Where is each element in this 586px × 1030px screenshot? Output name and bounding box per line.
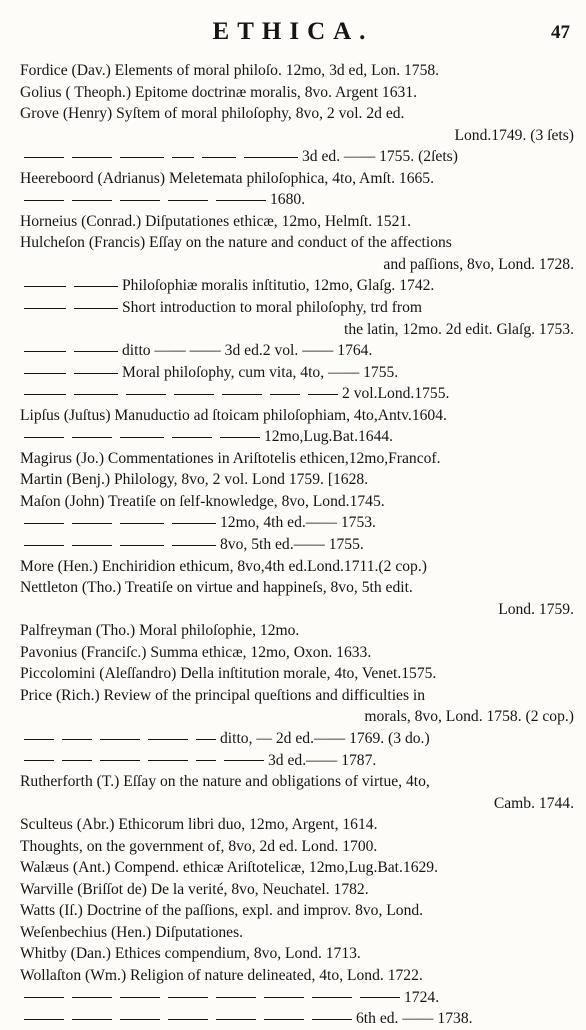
ditto-rule	[148, 760, 188, 761]
ditto-rule	[360, 997, 400, 998]
catalogue-entry-line	[20, 836, 574, 858]
ditto-rule	[222, 394, 262, 395]
ditto-rule	[168, 997, 208, 998]
ditto-rule	[24, 351, 66, 352]
ditto-entry-line	[20, 383, 574, 405]
ditto-rule	[24, 997, 64, 998]
ditto-entry-line	[20, 189, 574, 211]
ditto-rule	[308, 394, 338, 395]
catalogue-entry-line	[20, 405, 574, 427]
ditto-rule	[62, 739, 92, 740]
ditto-entry-line	[20, 275, 574, 297]
entry-text: Pavonius (Franciſc.) Summa ethicæ, 12mo, Oxon. 1633.	[20, 643, 372, 661]
catalogue-entry-line	[20, 965, 574, 987]
entry-text: 12mo, 4th ed.—— 1753.	[220, 514, 376, 532]
entry-text: Walæus (Ant.) Compend. ethicæ Ariſtotelicæ, 12mo,Lug.Bat.1629.	[20, 859, 438, 877]
ditto-rule	[74, 308, 118, 309]
catalogue-entry-line	[20, 60, 574, 82]
entry-text: Warville (Briſſot de) De la verité, 8vo, Neuchatel. 1782.	[20, 880, 369, 898]
entry-text: Camb. 1744.	[493, 794, 574, 812]
ditto-rule	[72, 157, 112, 158]
ditto-rule	[72, 523, 112, 524]
ditto-entry-line	[20, 426, 574, 448]
entry-text: the latin, 12mo. 2d edit. Glaſg. 1753.	[344, 320, 574, 338]
ditto-rule	[120, 1019, 160, 1020]
entry-text: Hulcheſon (Francis) Eſſay on the nature and conduct of the affections	[20, 234, 452, 252]
entry-text: Heereboord (Adrianus) Meletemata philoſophica, 4to, Amſt. 1665.	[20, 169, 434, 187]
entry-text: Short introduction to moral philoſophy, trd from	[122, 299, 423, 317]
ditto-rule	[172, 523, 216, 524]
entry-text: Watts (Iſ.) Doctrine of the paſſions, expl. and improv. 8vo, Lond.	[20, 902, 424, 920]
entry-text: Price (Rich.) Review of the principal queſtions and difficulties in	[20, 686, 426, 704]
entry-text: Thoughts, on the government of, 8vo, 2d ed. Lond. 1700.	[20, 837, 378, 855]
ditto-rule	[24, 437, 64, 438]
entry-text: Fordice (Dav.) Elements of moral philoſo. 12mo, 3d ed, Lon. 1758.	[20, 62, 440, 79]
entry-text: Palfreyman (Tho.) Moral philoſophie, 12mo.	[20, 622, 300, 640]
ditto-rule	[24, 545, 64, 546]
ditto-rule	[74, 286, 118, 287]
entry-text: Lond. 1759.	[498, 600, 574, 618]
ditto-rule	[168, 200, 208, 201]
ditto-rule	[216, 997, 256, 998]
entry-text: 2 vol.Lond.1755.	[342, 385, 450, 403]
ditto-rule	[220, 437, 260, 438]
ditto-rule	[24, 760, 54, 761]
page-number: 47	[551, 22, 570, 43]
ditto-rule	[120, 523, 164, 524]
entry-text: Philoſophiæ moralis inſtitutio, 12mo, Glaſg. 1742.	[122, 277, 435, 295]
ditto-rule	[224, 760, 264, 761]
ditto-entry-line	[20, 534, 574, 556]
entry-text: 1680.	[270, 191, 306, 209]
ditto-rule	[74, 394, 118, 395]
entry-continuation-line	[20, 793, 574, 815]
page-header	[0, 14, 586, 48]
page-title: ETHICA.	[212, 18, 374, 45]
catalogue-entry-line	[20, 469, 574, 491]
entry-text: Maſon (John) Treatiſe on ſelf-knowledge, 8vo, Lond.1745.	[20, 492, 385, 510]
catalogue-entry-line	[20, 879, 574, 901]
ditto-rule	[24, 739, 54, 740]
ditto-rule	[120, 997, 160, 998]
ditto-entry-line	[20, 340, 574, 362]
ditto-rule	[172, 437, 212, 438]
ditto-rule	[24, 373, 66, 374]
entry-continuation-line	[20, 319, 574, 341]
entry-text: Piccolomini (Aleſſandro) Della inſtitution morale, 4to, Venet.1575.	[20, 665, 437, 683]
entry-continuation-line	[20, 599, 574, 621]
catalogue-entry-line	[20, 556, 574, 578]
ditto-rule	[24, 308, 66, 309]
ditto-rule	[24, 1019, 64, 1020]
ditto-rule	[168, 1019, 208, 1020]
ditto-rule	[24, 200, 64, 201]
entry-text: 8vo, 5th ed.—— 1755.	[220, 536, 364, 554]
ditto-entry-line	[20, 1008, 574, 1030]
entry-text: Whitby (Dan.) Ethices compendium, 8vo, Lond. 1713.	[20, 945, 361, 963]
ditto-rule	[270, 394, 300, 395]
ditto-rule	[312, 1019, 352, 1020]
catalogue-entry-line	[20, 922, 574, 944]
entry-text: Golius ( Theoph.) Epitome doctrinæ moralis, 8vo. Argent 1631.	[20, 83, 418, 101]
catalogue-entry-line	[20, 491, 574, 513]
ditto-rule	[100, 760, 140, 761]
catalogue-entry-line	[20, 211, 574, 233]
ditto-rule	[100, 739, 140, 740]
ditto-rule	[148, 739, 188, 740]
catalogue-entry-line	[20, 642, 574, 664]
entry-text: Martin (Benj.) Philology, 8vo, 2 vol. Lond 1759. [1628.	[20, 471, 369, 489]
entry-continuation-line	[20, 706, 574, 728]
entry-text: 6th ed. —— 1738.	[356, 1010, 473, 1028]
ditto-entry-line	[20, 297, 574, 319]
catalogue-entry-line	[20, 82, 574, 104]
entry-text: 3d ed. —— 1755. (2ſets)	[302, 148, 458, 166]
ditto-rule	[126, 394, 166, 395]
ditto-rule	[196, 760, 216, 761]
ditto-rule	[216, 1019, 256, 1020]
ditto-rule	[202, 157, 236, 158]
ditto-rule	[172, 545, 216, 546]
ditto-rule	[120, 437, 164, 438]
entry-text: Magirus (Jo.) Commentationes in Ariſtotelis ethicen,12mo,Francof.	[20, 449, 441, 467]
ditto-rule	[72, 437, 112, 438]
ditto-rule	[24, 523, 64, 524]
entry-text: Grove (Henry) Syſtem of moral philoſophy, 8vo, 2 vol. 2d ed.	[20, 105, 405, 123]
catalogue-entry-line	[20, 168, 574, 190]
catalogue-entry-line	[20, 103, 574, 125]
ditto-entry-line	[20, 146, 574, 168]
ditto-rule	[172, 157, 194, 158]
entry-text: More (Hen.) Enchiridion ethicum, 8vo,4th ed.Lond.1711.(2 cop.)	[20, 557, 427, 575]
catalogue-entry-line	[20, 232, 574, 254]
catalogue-entry-line	[20, 448, 574, 470]
ditto-entry-line	[20, 512, 574, 534]
entry-text: Nettleton (Tho.) Treatiſe on virtue and happineſs, 8vo, 5th edit.	[20, 579, 413, 597]
ditto-rule	[312, 997, 352, 998]
entry-continuation-line	[20, 125, 574, 147]
entry-text: ditto, — 2d ed.—— 1769. (3 do.)	[220, 729, 430, 747]
catalogue-entry-line	[20, 663, 574, 685]
catalogue-entry-line	[20, 943, 574, 965]
catalogue-entry-line	[20, 620, 574, 642]
ditto-rule	[174, 394, 214, 395]
catalogue-entry-line	[20, 771, 574, 793]
ditto-rule	[62, 760, 92, 761]
ditto-rule	[72, 997, 112, 998]
entry-text: 3d ed.—— 1787.	[268, 751, 377, 769]
catalogue-entry-line	[20, 577, 574, 599]
catalogue-entry-line	[20, 814, 574, 836]
ditto-rule	[24, 157, 64, 158]
entry-continuation-line	[20, 254, 574, 276]
catalogue-entry-line	[20, 857, 574, 879]
entry-text: Lond.1749. (3 ſets)	[454, 126, 574, 144]
ditto-rule	[120, 200, 160, 201]
ditto-rule	[74, 351, 118, 352]
ditto-rule	[264, 997, 304, 998]
ditto-entry-line	[20, 750, 574, 772]
ditto-entry-line	[20, 987, 574, 1009]
entry-text: Rutherforth (T.) Eſſay on the nature and obligations of virtue, 4to,	[20, 773, 430, 791]
entry-text: morals, 8vo, Lond. 1758. (2 cop.)	[364, 708, 574, 726]
ditto-rule	[72, 1019, 112, 1020]
catalogue-entry-line	[20, 685, 574, 707]
entry-text: Lipſus (Juſtus) Manuductio ad ſtoicam philoſophiam, 4to,Antv.1604.	[20, 406, 447, 424]
entry-text: ditto —— —— 3d ed.2 vol. —— 1764.	[122, 342, 373, 360]
entry-text: Sculteus (Abr.) Ethicorum libri duo, 12mo, Argent, 1614.	[20, 816, 378, 834]
ditto-rule	[24, 394, 66, 395]
ditto-rule	[216, 200, 266, 201]
entry-text: 12mo,Lug.Bat.1644.	[264, 428, 394, 446]
entry-text: Weſenbechius (Hen.) Diſputationes.	[20, 923, 244, 941]
ditto-rule	[24, 286, 66, 287]
ditto-rule	[120, 157, 164, 158]
ditto-rule	[244, 157, 298, 158]
entry-text: Horneius (Conrad.) Diſputationes ethicæ, 12mo, Helmſt. 1521.	[20, 212, 412, 230]
ditto-rule	[74, 373, 118, 374]
entry-text: Moral philoſophy, cum vita, 4to, —— 1755.	[122, 363, 399, 381]
catalogue-entries	[20, 60, 574, 1030]
ditto-rule	[120, 545, 164, 546]
entry-text: Wollaſton (Wm.) Religion of nature delineated, 4to, Lond. 1722.	[20, 966, 423, 984]
ditto-entry-line	[20, 362, 574, 384]
ditto-entry-line	[20, 728, 574, 750]
ditto-rule	[264, 1019, 304, 1020]
ditto-rule	[196, 739, 216, 740]
catalogue-entry-line	[20, 900, 574, 922]
entry-text: and paſſions, 8vo, Lond. 1728.	[383, 255, 574, 273]
entry-text: 1724.	[404, 988, 440, 1006]
ditto-rule	[72, 545, 112, 546]
ditto-rule	[72, 200, 112, 201]
